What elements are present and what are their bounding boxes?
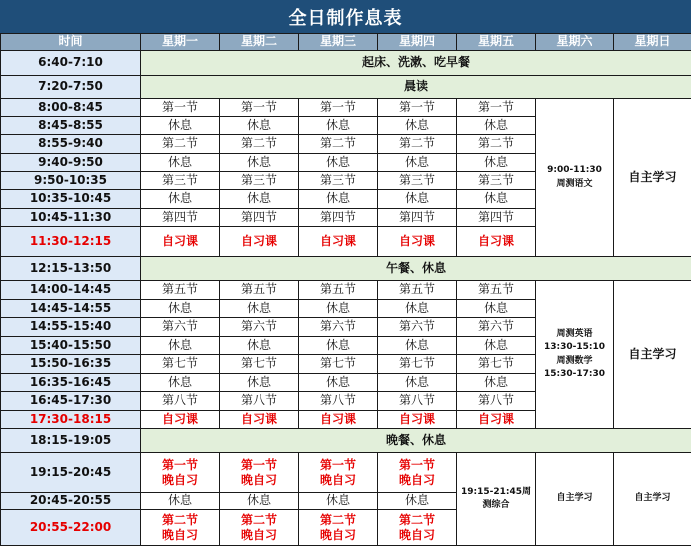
time-cell: 9:50-10:35	[1, 172, 141, 190]
thu-cell: 第八节	[378, 392, 457, 411]
thu-cell: 休息	[378, 117, 457, 135]
tue-cell: 休息	[220, 190, 299, 209]
tue-cell: 第五节	[220, 281, 299, 300]
tue-cell: 休息	[220, 374, 299, 392]
friday-evening-line: 测综合	[482, 500, 510, 510]
tue-cell: 休息	[220, 493, 299, 510]
fri-cell: 第六节	[457, 318, 536, 337]
fri-cell: 休息	[457, 374, 536, 392]
thu-cell: 第二节	[378, 135, 457, 154]
mon-cell: 休息	[141, 300, 220, 318]
evening-line: 晚自习	[240, 527, 277, 542]
tue-cell: 第三节	[220, 172, 299, 190]
thu-cell: 休息	[378, 190, 457, 209]
tue-cell: 自习课	[220, 411, 299, 429]
thu-cell: 第四节	[378, 209, 457, 227]
band-cell: 晨读	[141, 76, 691, 99]
saturday-afternoon-cell	[536, 281, 614, 429]
wed-cell: 休息	[299, 337, 378, 355]
tue-cell: 第二节	[220, 135, 299, 154]
mon-cell: 休息	[141, 337, 220, 355]
fri-cell: 第五节	[457, 281, 536, 300]
saturday-afternoon-line: 周测英语	[556, 328, 593, 339]
schedule-table	[0, 33, 691, 546]
table-row	[1, 257, 691, 281]
time-cell: 16:35-16:45	[1, 374, 141, 392]
col-header-mon: 星期一	[141, 34, 220, 51]
tue-cell: 休息	[220, 337, 299, 355]
evening-line: 晚自习	[319, 527, 356, 542]
time-cell: 10:45-11:30	[1, 209, 141, 227]
wed-cell: 自习课	[299, 227, 378, 257]
time-cell: 8:45-8:55	[1, 117, 141, 135]
mon-cell: 休息	[141, 374, 220, 392]
saturday-afternoon-line: 15:30-17:30	[543, 369, 606, 379]
wed-cell: 自习课	[299, 411, 378, 429]
wed-cell: 第五节	[299, 281, 378, 300]
mon-cell: 休息	[141, 154, 220, 172]
fri-cell: 第二节	[457, 135, 536, 154]
fri-cell: 第三节	[457, 172, 536, 190]
band-cell: 晚餐、休息	[141, 429, 691, 453]
evening-line: 第二节	[319, 512, 356, 527]
sunday-evening-cell: 自主学习	[614, 453, 691, 546]
wed-cell: 第四节	[299, 209, 378, 227]
col-header-time: 时间	[1, 34, 141, 51]
mon-cell: 休息	[141, 190, 220, 209]
table-row	[1, 453, 691, 493]
fri-cell: 自习课	[457, 227, 536, 257]
header-row	[1, 34, 691, 51]
band-cell: 起床、洗漱、吃早餐	[141, 51, 691, 76]
mon-cell: 第六节	[141, 318, 220, 337]
fri-cell: 休息	[457, 300, 536, 318]
saturday-afternoon-line: 周测数学	[556, 355, 593, 366]
table-row	[1, 76, 691, 99]
fri-cell: 第八节	[457, 392, 536, 411]
fri-cell: 第四节	[457, 209, 536, 227]
thu-cell: 自习课	[378, 227, 457, 257]
table-row	[1, 99, 691, 117]
tue-cell: 自习课	[220, 227, 299, 257]
wed-cell: 第八节	[299, 392, 378, 411]
time-cell: 20:55-22:00	[1, 510, 141, 546]
mon-cell: 第三节	[141, 172, 220, 190]
time-cell: 17:30-18:15	[1, 411, 141, 429]
evening-line: 晚自习	[161, 472, 198, 487]
thu-cell	[378, 453, 457, 493]
wed-cell: 休息	[299, 117, 378, 135]
mon-cell: 休息	[141, 493, 220, 510]
col-header-wed: 星期三	[299, 34, 378, 51]
tue-cell: 休息	[220, 154, 299, 172]
time-cell: 11:30-12:15	[1, 227, 141, 257]
saturday-morning-subject: 周测语文	[556, 178, 593, 189]
tue-cell: 休息	[220, 300, 299, 318]
fri-cell: 第七节	[457, 355, 536, 374]
time-cell: 10:35-10:45	[1, 190, 141, 209]
wed-cell: 休息	[299, 300, 378, 318]
mon-cell: 第七节	[141, 355, 220, 374]
evening-line: 晚自习	[161, 527, 198, 542]
tue-cell: 第四节	[220, 209, 299, 227]
mon-cell: 自习课	[141, 227, 220, 257]
time-cell: 19:15-20:45	[1, 453, 141, 493]
thu-cell: 休息	[378, 154, 457, 172]
col-header-sun: 星期日	[614, 34, 691, 51]
evening-line: 第二节	[240, 512, 277, 527]
wed-cell: 第三节	[299, 172, 378, 190]
wed-cell: 休息	[299, 493, 378, 510]
wed-cell: 第二节	[299, 135, 378, 154]
mon-cell	[141, 510, 220, 546]
evening-line: 晚自习	[398, 472, 435, 487]
table-row	[1, 281, 691, 300]
tue-cell: 第七节	[220, 355, 299, 374]
tue-cell: 休息	[220, 117, 299, 135]
friday-evening-line: 19:15-21:45周	[460, 486, 532, 497]
thu-cell: 第三节	[378, 172, 457, 190]
thu-cell: 第七节	[378, 355, 457, 374]
mon-cell: 第一节	[141, 99, 220, 117]
time-cell: 14:45-14:55	[1, 300, 141, 318]
wed-cell: 休息	[299, 190, 378, 209]
sunday-afternoon-cell: 自主学习	[614, 281, 691, 429]
thu-cell: 休息	[378, 493, 457, 510]
col-header-thu: 星期四	[378, 34, 457, 51]
time-cell: 8:00-8:45	[1, 99, 141, 117]
wed-cell: 第六节	[299, 318, 378, 337]
col-header-tue: 星期二	[220, 34, 299, 51]
mon-cell	[141, 453, 220, 493]
tue-cell: 第一节	[220, 99, 299, 117]
fri-cell: 第一节	[457, 99, 536, 117]
fri-cell: 休息	[457, 337, 536, 355]
friday-evening-cell	[457, 453, 536, 546]
col-header-sat: 星期六	[536, 34, 614, 51]
evening-line: 第一节	[319, 457, 356, 472]
wed-cell	[299, 453, 378, 493]
thu-cell: 第一节	[378, 99, 457, 117]
time-cell: 12:15-13:50	[1, 257, 141, 281]
fri-cell: 休息	[457, 117, 536, 135]
time-cell: 16:45-17:30	[1, 392, 141, 411]
table-row	[1, 51, 691, 76]
page-title: 全日制作息表	[0, 0, 691, 33]
evening-line: 晚自习	[240, 472, 277, 487]
tue-cell: 第八节	[220, 392, 299, 411]
thu-cell: 第六节	[378, 318, 457, 337]
time-cell: 15:50-16:35	[1, 355, 141, 374]
wed-cell: 第一节	[299, 99, 378, 117]
evening-line: 第一节	[240, 457, 277, 472]
wed-cell	[299, 510, 378, 546]
time-cell: 20:45-20:55	[1, 493, 141, 510]
wed-cell: 休息	[299, 154, 378, 172]
mon-cell: 第四节	[141, 209, 220, 227]
time-cell: 6:40-7:10	[1, 51, 141, 76]
evening-line: 晚自习	[398, 527, 435, 542]
time-cell: 9:40-9:50	[1, 154, 141, 172]
col-header-fri: 星期五	[457, 34, 536, 51]
evening-line: 第一节	[161, 457, 198, 472]
table-row	[1, 429, 691, 453]
fri-cell: 自习课	[457, 411, 536, 429]
fri-cell: 休息	[457, 154, 536, 172]
mon-cell: 休息	[141, 117, 220, 135]
evening-line: 第一节	[398, 457, 435, 472]
wed-cell: 休息	[299, 374, 378, 392]
thu-cell: 休息	[378, 374, 457, 392]
thu-cell: 休息	[378, 337, 457, 355]
saturday-evening-cell: 自主学习	[536, 453, 614, 546]
thu-cell	[378, 510, 457, 546]
time-cell: 8:55-9:40	[1, 135, 141, 154]
fri-cell: 休息	[457, 190, 536, 209]
band-cell: 午餐、休息	[141, 257, 691, 281]
tue-cell	[220, 510, 299, 546]
tue-cell	[220, 453, 299, 493]
evening-line: 晚自习	[319, 472, 356, 487]
saturday-morning-cell	[536, 99, 614, 257]
saturday-morning-time: 9:00-11:30	[547, 165, 602, 175]
mon-cell: 第八节	[141, 392, 220, 411]
time-cell: 7:20-7:50	[1, 76, 141, 99]
wed-cell: 第七节	[299, 355, 378, 374]
time-cell: 14:55-15:40	[1, 318, 141, 337]
saturday-afternoon-line: 13:30-15:10	[543, 342, 606, 352]
thu-cell: 休息	[378, 300, 457, 318]
evening-line: 第二节	[161, 512, 198, 527]
thu-cell: 第五节	[378, 281, 457, 300]
time-cell: 14:00-14:45	[1, 281, 141, 300]
tue-cell: 第六节	[220, 318, 299, 337]
time-cell: 18:15-19:05	[1, 429, 141, 453]
mon-cell: 第二节	[141, 135, 220, 154]
mon-cell: 第五节	[141, 281, 220, 300]
mon-cell: 自习课	[141, 411, 220, 429]
sunday-morning-cell: 自主学习	[614, 99, 691, 257]
thu-cell: 自习课	[378, 411, 457, 429]
evening-line: 第二节	[398, 512, 435, 527]
time-cell: 15:40-15:50	[1, 337, 141, 355]
